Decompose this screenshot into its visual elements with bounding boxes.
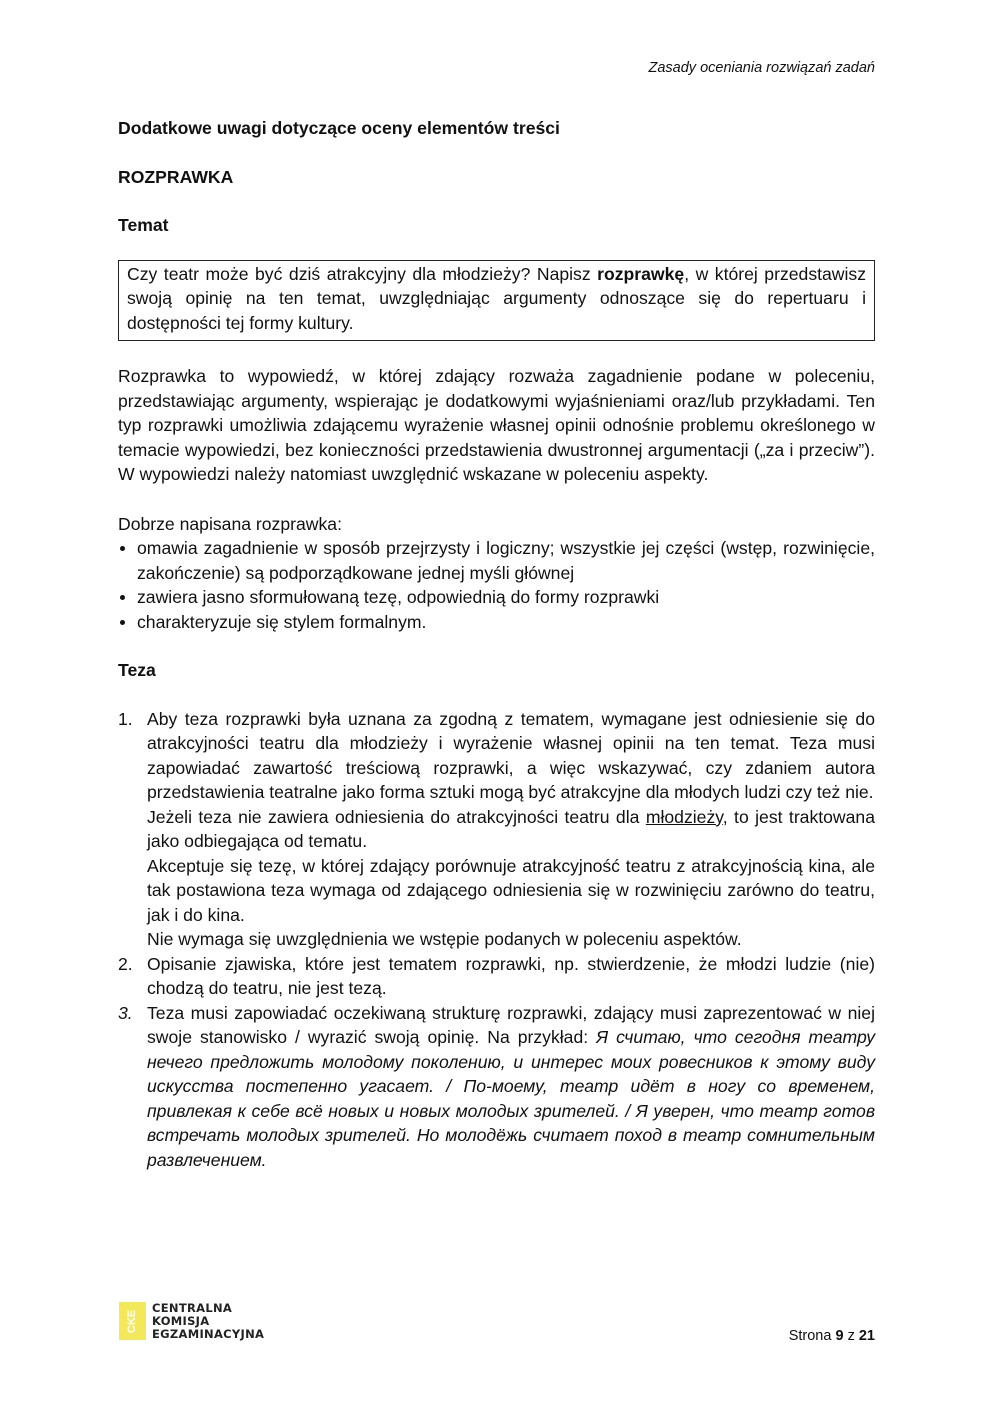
topic-text-start: Czy teatr może być dziś atrakcyjny dla młodzieży? Napisz — [127, 263, 598, 284]
list-item — [118, 1001, 875, 1173]
thesis-item-1-p3: Akceptuje się tezę, w której zdający porównuje atrakcyjność teatru z atrakcyjnością kina, ale tak postawiona teza wymaga od zdającego odniesienia się w rozwinięciu zarówno do teatru, jak i do kina. — [147, 855, 875, 925]
good-essay-list — [118, 536, 875, 634]
thesis-item-1-p2: Jeżeli teza nie zawiera odniesienia do atrakcyjności teatru dla młodzieży, to jest traktowana jako odbiegająca od tematu. — [147, 806, 875, 851]
cke-logo-text: CENTRALNA KOMISJA EGZAMINACYJNA — [152, 1301, 265, 1341]
thesis-list — [118, 707, 875, 1173]
page-number: Strona 9 z 21 — [788, 1328, 875, 1344]
bullet-icon — [120, 595, 125, 600]
bullet-icon — [120, 546, 125, 551]
item-number: 1. — [118, 708, 133, 729]
topic-text-end: , w której przedstawisz swoją opinię na ten temat, uwzględniając argumenty odnoszące się do repertuaru i dostępności tej formy kultury. — [127, 263, 866, 333]
list-item: charakteryzuje się stylem formalnym. — [118, 610, 875, 635]
russian-example: Я считаю, что сегодня театру нечего предложить молодому поколению, и интерес моих ровесников к этому виду искусства постепенно угасает. / По-моему, театр идёт в ногу со временем, привлекая к себе всё новых и новых молодых зрителей. / Я уверен, что театр готов встречать молодых зрителей. Но молодёжь считает поход в театр сомнительным развлечением. — [147, 1027, 875, 1170]
underlined-word: młodzieży — [645, 806, 723, 827]
topic-box — [118, 260, 875, 342]
good-essay-intro: Dobrze napisana rozprawka: — [118, 513, 342, 534]
thesis-item-2-text: Opisanie zjawiska, które jest tematem rozprawki, np. stwierdzenie, że młodzi ludzie (nie) chodzą do teatru, nie jest tezą. — [147, 953, 875, 998]
item-number: 3. — [118, 1002, 133, 1023]
list-item — [118, 707, 875, 952]
thesis-item-1-p1: Aby teza rozprawki była uznana za zgodną z tematem, wymagane jest odniesienie się do atrakcyjności teatru dla młodzieży i wyrażenie własnej opinii na ten temat. Teza musi zapowiadać zawartość treściową rozprawki, a więc wskazywać, czy zdaniem autora przedstawienia teatralne jako forma sztuki mogą być atrakcyjne dla młodych ludzi czy też nie. — [147, 708, 875, 802]
thesis-heading: Teza — [118, 660, 156, 680]
page-content — [118, 116, 875, 1172]
item-number: 2. — [118, 953, 133, 974]
thesis-item-1-p4: Nie wymaga się uwzględnienia we wstępie podanych w poleceniu aspektów. — [147, 929, 742, 949]
list-item — [118, 952, 875, 1001]
topic-bold-word: rozprawkę — [597, 263, 685, 284]
form-title: ROZPRAWKA — [118, 166, 234, 187]
cke-logo-mark: CKE — [119, 1302, 146, 1340]
thesis-item-3-text: Teza musi zapowiadać oczekiwaną strukturę rozprawki, zdający musi zaprezentować w niej swoje stanowisko / wyrazić swoją opinię. Na przykład: Я считаю, что сегодня театру нечего предложить молодому поколению, и интерес моих ровесников к этому виду искусства постепенно угасает. / По-моему, театр идёт в ногу со временем, привлекая к себе всё новых и новых молодых зрителей. / Я уверен, что театр готов встречать молодых зрителей. Но молодёжь считает поход в театр сомнительным развлечением. — [147, 1002, 875, 1170]
list-item: zawiera jasno sformułowaną tezę, odpowiednią do formy rozprawki — [118, 585, 875, 610]
intro-paragraph: Rozprawka to wypowiedź, w której zdający rozważa zagadnienie podane w poleceniu, przedstawiając argumenty, wspierając je dodatkowymi wyjaśnieniami oraz/lub przykładami. Ten typ rozprawki umożliwia zdającemu wyrażenie własnej opinii odnośnie problemu określonego w temacie wypowiedzi, bez konieczności przedstawienia dwustronnej argumentacji („za i przeciw”). W wypowiedzi należy natomiast uwzględnić wskazane w poleceniu aspekty. — [118, 366, 875, 484]
list-item: omawia zagadnienie w sposób przejrzysty i logiczny; wszystkie jej części (wstęp, rozwinięcie, zakończenie) są podporządkowane jednej myśli głównej — [118, 536, 875, 585]
running-header: Zasady oceniania rozwiązań zadań — [648, 60, 875, 76]
topic-heading: Temat — [118, 215, 169, 235]
cke-logo — [119, 1302, 264, 1341]
section-title: Dodatkowe uwagi dotyczące oceny elementów treści — [118, 118, 560, 138]
bullet-icon — [120, 620, 125, 625]
